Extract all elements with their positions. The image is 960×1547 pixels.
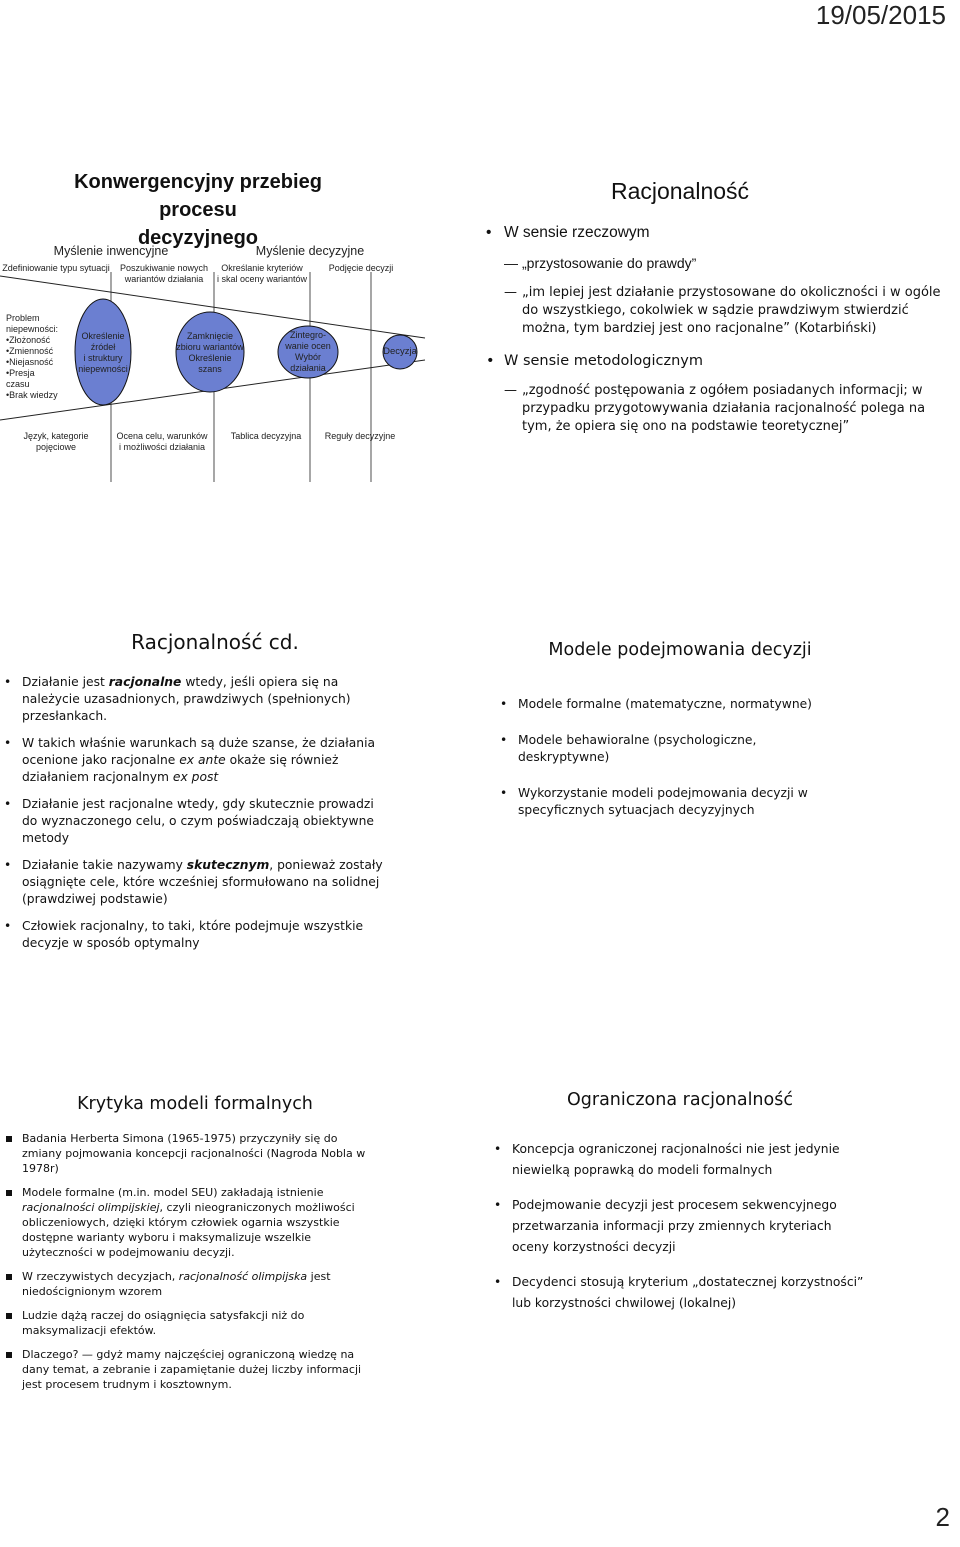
slide6-item: • Decydenci stosują kryterium „dostatecznej korzystności” lub korzystności chwilowej (lokalnej)	[512, 1272, 872, 1314]
bottom-line: Ocena celu, warunków	[116, 431, 208, 441]
slide5-title: Krytyka modeli formalnych	[77, 1094, 313, 1114]
slide5-item-4: Ludzie dążą raczej do osiągnięcia satysfakcji niż do maksymalizacji efektów.	[22, 1308, 380, 1338]
slide6-item: • Koncepcja ograniczonej racjonalności nie jest jedynie niewielką poprawką do modeli formalnych	[512, 1139, 872, 1181]
slide5-body	[22, 1131, 380, 1392]
problem-line: •Złożoność	[6, 335, 51, 345]
ellipse-uncertainty-label	[76, 331, 130, 375]
text-run: ex post	[172, 770, 219, 784]
slide5-item-3	[22, 1269, 380, 1299]
slide4-item: • Wykorzystanie modeli podejmowania decyzji w specyficznych sytuacjach decyzyjnych	[518, 785, 848, 819]
stage-criteria-l2: i skal oceny wariantów	[216, 274, 308, 284]
stage-search	[114, 263, 214, 285]
stage-search-l2: wariantów działania	[124, 274, 204, 284]
stage-criteria-l1: Określanie kryteriów	[221, 263, 303, 273]
slide1-title-line1: Konwergencyjny przebieg procesu	[74, 171, 322, 221]
problem-line: niepewności:	[6, 324, 59, 334]
ellipse-line: wanie ocen	[285, 341, 331, 351]
problem-line: •Presja	[6, 368, 35, 378]
text-run: Działanie jest	[22, 675, 109, 689]
text-run: W rzeczywistych decyzjach,	[22, 1270, 179, 1283]
ellipse-line: Określenie	[81, 331, 125, 341]
text-run: , ponieważ zostały osiągnięte cele, które wcześniej sformułowano na solidnej (prawdziwej podstawie)	[22, 858, 383, 906]
bottom-line: pojęciowe	[35, 442, 77, 452]
text-run: okaże się również działaniem racjonalnym	[22, 753, 339, 784]
slide4-body	[518, 696, 848, 819]
ellipse-line: działania	[290, 363, 326, 373]
ellipse-variants-label	[172, 331, 248, 375]
text-run: skutecznym	[186, 858, 270, 872]
ellipse-line: i struktury	[83, 353, 123, 363]
slide2-dash-1: — „przystosowanie do prawdy”	[522, 254, 944, 272]
slide3-item-1	[22, 674, 390, 725]
slide4-title: Modele podejmowania decyzji	[548, 640, 812, 660]
slide2-bullet-2: • W sensie metodologicznym	[504, 352, 944, 370]
slide3-item-3: • Działanie jest racjonalne wtedy, gdy skutecznie prowadzi do wyznaczonego celu, o czym poświadczają obiektywne metody	[22, 796, 390, 847]
stage-decide: Podjęcie decyzji	[328, 263, 394, 273]
ellipse-line: Określenie	[188, 353, 232, 363]
slide3-item-2	[22, 735, 390, 786]
ellipse-line: Zintegro-	[289, 330, 326, 340]
problem-line: •Niejasność	[6, 357, 54, 367]
bottom-language	[20, 431, 92, 453]
slide3-item-5: • Człowiek racjonalny, to taki, które podejmuje wszystkie decyzje w sposób optymalny	[22, 918, 390, 952]
bottom-line: i możliwości działania	[118, 442, 206, 452]
date-stamp: 19/05/2015	[815, 0, 946, 30]
text-run: W takich właśnie warunkach są duże szanse, że działania ocenione jako racjonalne	[22, 736, 376, 767]
slide5-item-5: Dlaczego? — gdyż mamy najczęściej ograniczoną wiedzę na dany temat, a zebranie i zapamiętanie dużej liczby informacji jest procesem trudnym i kosztownym.	[22, 1347, 380, 1392]
bottom-line: Język, kategorie	[23, 431, 89, 441]
text-run: , czyli nieograniczonych możliwości obliczeniowych, dzięki którym człowiek ogarnia wszystkie dostępne warianty wyboru i maksymalizuje wszelkie użyteczności w podejmowaniu decyzji.	[22, 1201, 355, 1259]
ellipse-line: niepewności	[78, 364, 128, 374]
slide4-item: • Modele formalne (matematyczne, normatywne)	[518, 696, 848, 713]
stage-criteria	[214, 263, 310, 285]
slide4-item: • Modele behawioralne (psychologiczne, deskryptywne)	[518, 732, 848, 766]
stage-define: Zdefiniowanie typu sytuacji	[2, 263, 110, 273]
slide5-item-1: Badania Herberta Simona (1965-1975) przyczyniły się do zmiany pojmowania koncepcji racjonalności (Nagroda Nobla w 1978r)	[22, 1131, 380, 1176]
text-run: Działanie takie nazywamy	[22, 858, 187, 872]
group-inventive: Myślenie inwencyjne	[53, 244, 169, 258]
slide2-body	[504, 224, 944, 436]
slide1-title-line2: decyzyjnego	[137, 227, 259, 249]
problem-line: czasu	[6, 379, 30, 389]
slide3-body	[22, 674, 390, 952]
slide2-dash-2: — „im lepiej jest działanie przystosowane do okoliczności i w ogóle do wszystkiego, cokolwiek w sądzie prawdziwym stwierdzić można, tym bardziej jest ono racjonalne” (Kotarbiński)	[522, 284, 944, 338]
ellipse-evaluation-label	[280, 330, 336, 374]
problem-line: •Zmienność	[6, 346, 54, 356]
slide2-bullet-1: • W sensie rzeczowym	[504, 224, 944, 242]
slide3-title: Racjonalność cd.	[131, 630, 299, 654]
text-run: ex ante	[179, 753, 226, 767]
stage-search-l1: Poszukiwanie nowych	[119, 263, 209, 273]
text-run: Modele formalne (m.in. model SEU) zakładają istnienie	[22, 1186, 324, 1199]
page-number: 2	[935, 1502, 950, 1532]
group-decisional: Myślenie decyzyjne	[255, 244, 365, 258]
slide2-dash-3: — „zgodność postępowania z ogółem posiadanych informacji; w przypadku przygotowywania działania racjonalność polega na tym, że opiera się ono na podstawie teoretycznej”	[522, 382, 944, 436]
ellipse-line: Zamknięcie	[186, 331, 233, 341]
bottom-table: Tablica decyzyjna	[230, 431, 302, 441]
problem-line: Problem	[6, 313, 40, 323]
ellipse-line: źródeł	[90, 342, 116, 352]
text-run: jest niedoścignionym wzorem	[22, 1270, 331, 1298]
ellipse-decision-label: Decyzja	[383, 346, 417, 357]
problem-list	[6, 313, 70, 401]
text-run: racjonalność olimpijska	[178, 1270, 308, 1283]
text-run: racjonalności olimpijskiej	[22, 1201, 160, 1214]
ellipse-line: zbioru wariantów	[176, 342, 244, 352]
slide6-body	[512, 1139, 872, 1314]
slide5-item-2	[22, 1185, 380, 1260]
bottom-evaluation	[112, 431, 212, 453]
ellipse-line: szans	[198, 364, 222, 374]
bottom-rules: Reguły decyzyjne	[324, 431, 396, 441]
text-run: wtedy, jeśli opiera się na należycie uzasadnionych, prawdziwych (spełnionych) przesłankach.	[22, 675, 351, 723]
text-run: racjonalne	[108, 675, 182, 689]
ellipse-line: Wybór	[295, 352, 321, 362]
slide2-title: Racjonalność	[610, 178, 750, 204]
slide6-item: • Podejmowanie decyzji jest procesem sekwencyjnego przetwarzania informacji przy zmiennych kryteriach oceny korzystności decyzji	[512, 1195, 872, 1258]
slide6-title: Ograniczona racjonalność	[567, 1090, 793, 1110]
slide3-item-4	[22, 857, 390, 908]
problem-line: •Brak wiedzy	[6, 390, 58, 400]
